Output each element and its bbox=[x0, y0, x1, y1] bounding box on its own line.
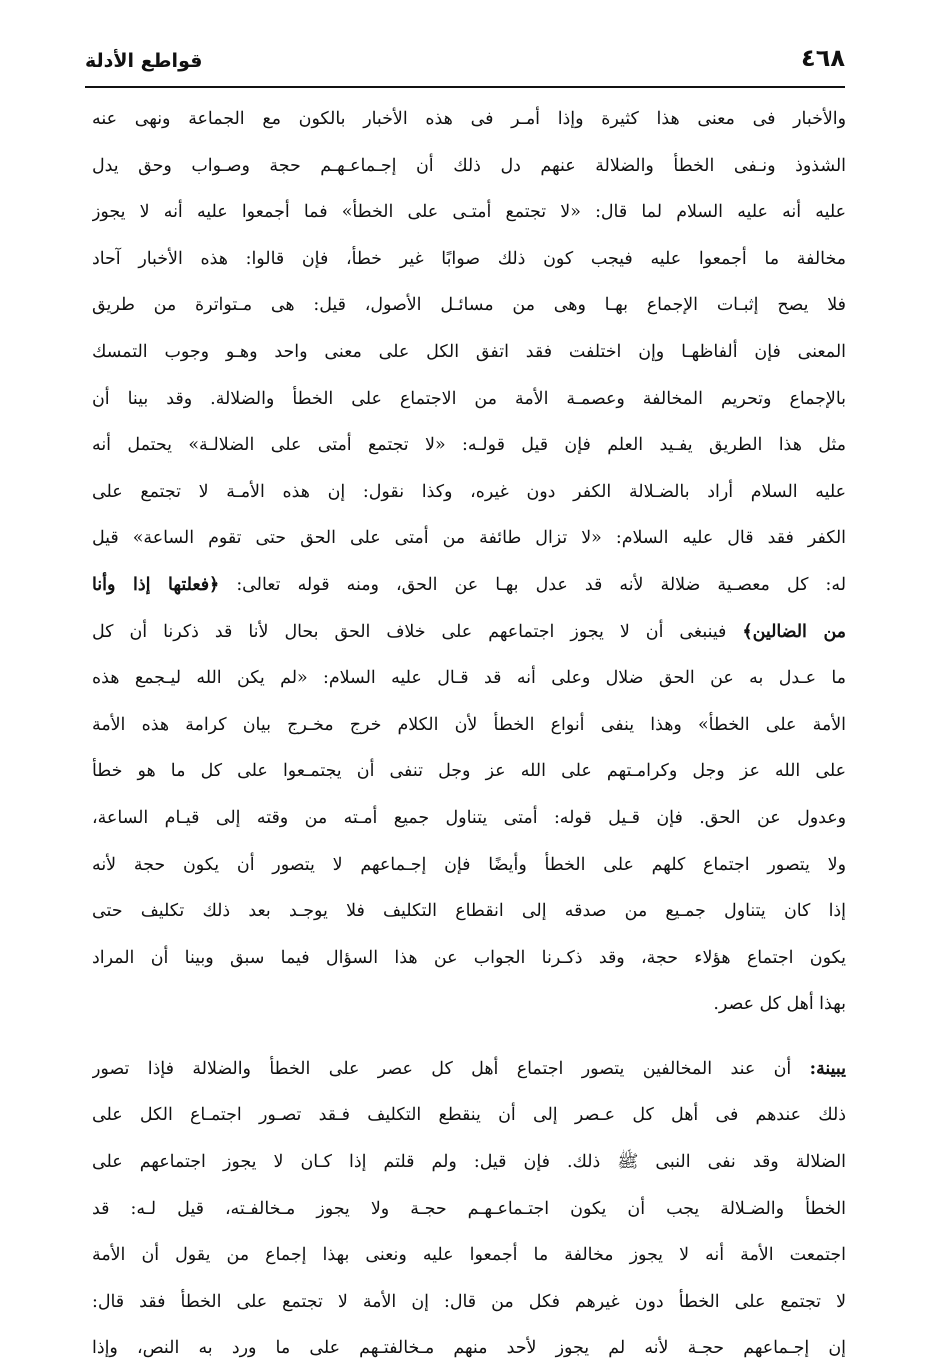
page-number: ٤٦٨ bbox=[801, 44, 845, 72]
text-line: بالإجماع وتحريم المخالفة وعصمـة الأمة من الاجتماع على الخطأ والضلالة. وقد بينا أن bbox=[92, 388, 846, 409]
text-line: اجتمعت الأمة أنه لا يجوز مخالفة ما أجمعوا عليه ونعنى بهذا إجماع من يقول أن الأمة bbox=[92, 1245, 846, 1266]
text-line: عليه أنه عليه السلام لما قال: «لا تجتمع أمتـى على الخطأ» فما أجمعوا عليه أنه لا يجوز bbox=[92, 202, 846, 223]
text-line: مثل هذا الطريق يفـيد العلم فإن قيل قولـه: «لا تجتمع أمتى على الضلالـة» يحتمل أنه bbox=[92, 435, 846, 456]
text-line: الشذوذ ونـفى الخطأ والضلالة عنهم دل ذلك أن إجـماعـهـم حجة وصـواب وحق يدل bbox=[92, 155, 846, 176]
text-line: إن إجـماعهم حجـة لأنه لم يجوز لأحد منهم مـخالفتـهم على ما ورد به النص، وإذا bbox=[92, 1338, 846, 1359]
section-keyword: يبينة: bbox=[809, 1058, 846, 1079]
text-line: عليه السلام أراد بالضـلالة الكفر دون غيره، وكذا نقول: إن هذه الأمـة لا تجتمع على bbox=[92, 481, 846, 502]
running-title: قواطع الأدلة bbox=[85, 50, 203, 72]
text-line: فلا يصح إثبـات الإجماع بهـا وهى من مسائـل الأصول، قيل: هى مـتواترة من طريق bbox=[92, 295, 846, 316]
text-line: المعنى فإن ألفاظهـا وإن اختلفت فقد اتفق الكل على معنى واحد وهـو وجوب التمسك bbox=[92, 341, 846, 362]
text-line: والأخبار فى معنى هذا كثيرة وإذا أمـر فى هذه الأخبار بالكون مع الجماعة ونهى عنه bbox=[92, 109, 846, 129]
text-line: وعدول عن الحق. فإن قـيل قوله: أمتى يتناول جميع أمـته من وقته إلى قيـام الساعة، bbox=[92, 807, 846, 828]
text-line: إذا كان يتناول جمـيع من صدقه إلى انقطاع التكليف فلا يوجـد بعد ذلك تكليف حتى bbox=[92, 901, 846, 922]
body-text bbox=[92, 96, 846, 1372]
text-line bbox=[92, 562, 846, 609]
text-line: على الله عز وجل وكرامـتهم على الله عز وجل تنفى أن يجتمـعوا على كل ما هو خطأ bbox=[92, 761, 846, 782]
text-line: مخالفة ما أجمعوا عليه فيجب كون ذلك صوابًا غير خطأ، فإن قالوا: هذه الأخبار آحاد bbox=[92, 248, 846, 269]
page-header bbox=[85, 42, 845, 82]
text-line: الضلالة وقد نفى النبى ﷺ ذلك. فإن قيل: ولم قلتم إذا كـان لا يجوز اجتماعهم على bbox=[92, 1152, 846, 1173]
text-line bbox=[92, 1046, 846, 1093]
text-line: بهذا أهل كل عصر. bbox=[713, 994, 846, 1015]
text-line: ولا يتصور اجتماع كلهم على الخطأ وأيضًا فإن إجـماعهم لا يتصور أن يكون حجة لأنه bbox=[92, 854, 846, 875]
quran-verse: من الضالين﴾ bbox=[742, 621, 846, 642]
text-line bbox=[92, 609, 846, 656]
text-line: ما عـدل به عن الحق ضلال وعلى أنه قد قـال عليه السلام: «لم يكن الله ليـجمع هذه bbox=[92, 668, 846, 689]
text-line: الكفر فقد قال عليه السلام: «لا تزال طائفة من أمتى على الحق حتى تقوم الساعة» قيل bbox=[92, 528, 846, 549]
quran-verse: ﴿فعلتها إذا وأنا bbox=[92, 574, 220, 595]
paragraph-gap bbox=[92, 1028, 846, 1046]
text-line: يكون اجتماع هؤلاء حجة، وقد ذكـرنا الجواب عن هذا السؤال فيما سبق وبينا أن المراد bbox=[92, 947, 846, 968]
text-line: الخطأ والضـلالة يجب أن يكون اجتـماعـهـم حجـة ولا يجوز مـخالفـته، قيل لـه: قد bbox=[92, 1198, 846, 1219]
line-text: فينبغى أن لا يجوز اجتماعهم على خلاف الحق بحال لأنا قد ذكرنا أن كل bbox=[92, 621, 743, 642]
text-line: الأمة على الخطأ» وهذا ينفى أنواع الخطأ لأن الكلام خرج مخـرج بيان كرامة هذه الأمة bbox=[92, 714, 846, 735]
header-divider bbox=[85, 86, 845, 88]
line-text: أن عند المخالفين يتصور اجتماع أهل كل عصر على الخطأ والضلالة فإذا تصور bbox=[92, 1058, 810, 1079]
text-line: ذلك عندهم فى أهل كل عـصر إلى أن ينقطع التكليف فـقد تصـور اجتمـاع الكل على bbox=[92, 1105, 846, 1126]
text-line: لا تجتمع على الخطأ دون غيرهم فكل من قال: إن الأمة لا تجتمع على الخطأ فقد قال: bbox=[92, 1291, 846, 1312]
line-text: له: كل معصـية ضلالة لأنه قد عدل بهـا عن الحق، ومنه قوله تعالى: bbox=[219, 574, 846, 595]
